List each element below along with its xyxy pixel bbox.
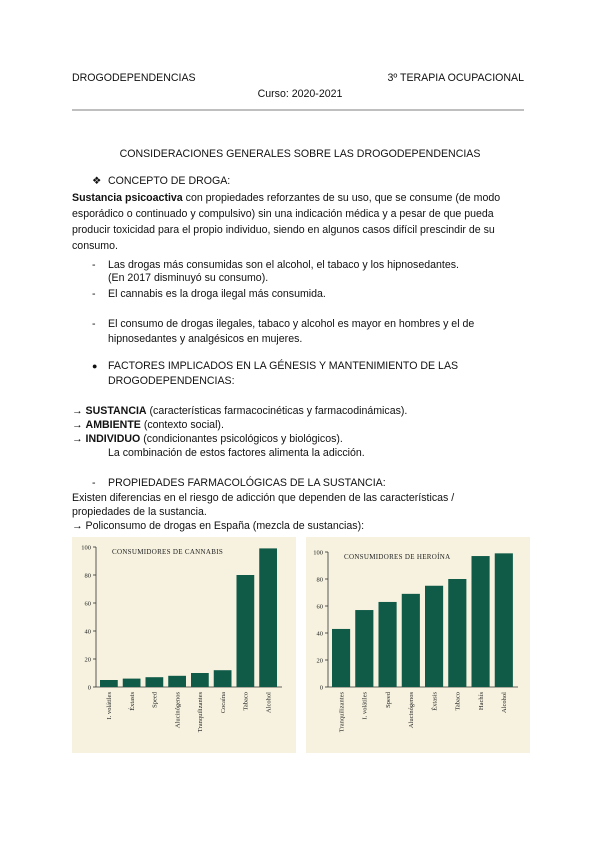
y-tick-label: 40 bbox=[316, 630, 323, 638]
chart-title: CONSUMIDORES DE CANNABIS bbox=[112, 548, 224, 556]
properties-text-line3: → Policonsumo de drogas en España (mezcla de sustancias): bbox=[72, 520, 365, 532]
arrow-icon: → bbox=[72, 405, 83, 417]
bar bbox=[146, 677, 164, 687]
category-label: Éxtasis bbox=[128, 692, 136, 711]
y-tick-label: 100 bbox=[81, 544, 91, 552]
y-tick-label: 0 bbox=[319, 684, 323, 692]
bar bbox=[379, 602, 397, 687]
properties-text-line1: Existen diferencias en el riesgo de adicción que dependen de las características / bbox=[72, 492, 455, 504]
category-label: I. volátiles bbox=[106, 692, 114, 720]
bar bbox=[425, 586, 443, 687]
category-label: Tranquilizantes bbox=[338, 692, 346, 733]
category-label: I. volátiles bbox=[361, 692, 369, 720]
bar bbox=[259, 548, 277, 687]
factor-environment bbox=[72, 418, 224, 432]
list-item: El consumo de drogas ilegales, tabaco y alcohol es mayor en hombres y el de bbox=[108, 318, 475, 330]
category-label: Alcohol bbox=[265, 692, 273, 713]
bar bbox=[355, 610, 373, 687]
y-tick-label: 100 bbox=[313, 549, 323, 557]
bar bbox=[495, 553, 513, 687]
document-title: CONSIDERACIONES GENERALES SOBRE LAS DROGODEPENDENCIAS bbox=[119, 148, 481, 160]
category-label: Alucinógenos bbox=[174, 692, 182, 729]
list-item: (En 2017 disminuyó su consumo). bbox=[108, 272, 269, 284]
list-dash: - bbox=[92, 318, 96, 330]
list-dash: - bbox=[92, 259, 96, 271]
header-right: 3º TERAPIA OCUPACIONAL bbox=[387, 72, 524, 84]
category-label: Hachís bbox=[477, 692, 485, 711]
bar bbox=[402, 594, 420, 687]
category-label: Tabaco bbox=[454, 692, 462, 711]
factors-heading-line1: FACTORES IMPLICADOS EN LA GÉNESIS Y MANTENIMIENTO DE LAS bbox=[108, 360, 459, 372]
concept-paragraph bbox=[72, 190, 524, 254]
category-label: Alucinógenos bbox=[408, 692, 416, 729]
combination-note: La combinación de estos factores alimenta la adicción. bbox=[108, 447, 365, 459]
y-tick-label: 60 bbox=[316, 603, 323, 611]
factor-term: AMBIENTE bbox=[85, 419, 141, 431]
chart-title: CONSUMIDORES DE HEROÍNA bbox=[344, 553, 451, 561]
y-tick-label: 20 bbox=[316, 657, 323, 665]
arrow-icon: → bbox=[72, 433, 83, 445]
y-tick-label: 40 bbox=[84, 628, 91, 636]
heroin-chart bbox=[306, 537, 530, 753]
bar bbox=[191, 673, 209, 687]
bar bbox=[168, 676, 186, 687]
bar bbox=[448, 579, 466, 687]
y-tick-label: 80 bbox=[84, 572, 91, 580]
cannabis-chart-svg bbox=[72, 537, 296, 753]
course-label: Curso: 2020-2021 bbox=[257, 88, 343, 100]
arrow-icon: → bbox=[72, 419, 83, 431]
category-label: Alcohol bbox=[501, 692, 509, 713]
factor-individual bbox=[72, 432, 343, 446]
header-left: DROGODEPENDENCIAS bbox=[72, 72, 196, 84]
bar bbox=[100, 680, 118, 687]
category-label: Speed bbox=[151, 692, 159, 708]
header-divider bbox=[72, 109, 524, 111]
factor-description: (contexto social). bbox=[140, 419, 224, 431]
factors-bullet-icon: ● bbox=[92, 361, 98, 371]
bar bbox=[472, 556, 490, 687]
factors-heading-line2: DROGODEPENDENCIAS: bbox=[108, 375, 235, 387]
category-label: Cocaína bbox=[219, 692, 227, 714]
concept-bullet-icon: ❖ bbox=[92, 175, 102, 187]
list-dash: - bbox=[92, 288, 96, 300]
concept-definition: con propiedades reforzantes de su uso, que se consume (de modo esporádico o continuado y compulsivo) sin una indicación médica y a pesar de que pueda producir toxicidad para el propio individuo, siendo en algunos casos difícil prescindir de su consumo. bbox=[72, 192, 501, 252]
bar bbox=[332, 629, 350, 687]
category-label: Tranquilizantes bbox=[197, 692, 205, 733]
factor-description: (características farmacocinéticas y farmacodinámicas). bbox=[146, 405, 408, 417]
list-item: hipnosedantes y analgésicos en mujeres. bbox=[108, 333, 303, 345]
y-tick-label: 80 bbox=[316, 576, 323, 584]
properties-text-line2: propiedades de la sustancia. bbox=[72, 506, 207, 518]
bar bbox=[237, 575, 255, 687]
y-tick-label: 0 bbox=[87, 684, 91, 692]
factor-substance bbox=[72, 404, 407, 418]
concept-term: Sustancia psicoactiva bbox=[72, 192, 183, 204]
factor-description: (condicionantes psicológicos y biológicos). bbox=[140, 433, 343, 445]
properties-heading: PROPIEDADES FARMACOLÓGICAS DE LA SUSTANCIA: bbox=[108, 477, 386, 489]
factor-term: INDIVIDUO bbox=[85, 433, 141, 445]
category-label: Speed bbox=[384, 692, 392, 708]
list-item: Las drogas más consumidas son el alcohol, el tabaco y los hipnosedantes. bbox=[108, 259, 459, 271]
category-label: Tabaco bbox=[242, 692, 250, 711]
bar bbox=[123, 679, 141, 687]
properties-dash: - bbox=[92, 477, 96, 489]
list-item: El cannabis es la droga ilegal más consumida. bbox=[108, 288, 326, 300]
y-tick-label: 60 bbox=[84, 600, 91, 608]
factor-term: SUSTANCIA bbox=[85, 405, 147, 417]
category-label: Éxtasis bbox=[431, 692, 439, 711]
y-tick-label: 20 bbox=[84, 656, 91, 664]
concept-heading: CONCEPTO DE DROGA: bbox=[108, 175, 231, 187]
bar bbox=[214, 670, 232, 687]
cannabis-chart bbox=[72, 537, 296, 753]
heroin-chart-svg bbox=[306, 537, 530, 753]
